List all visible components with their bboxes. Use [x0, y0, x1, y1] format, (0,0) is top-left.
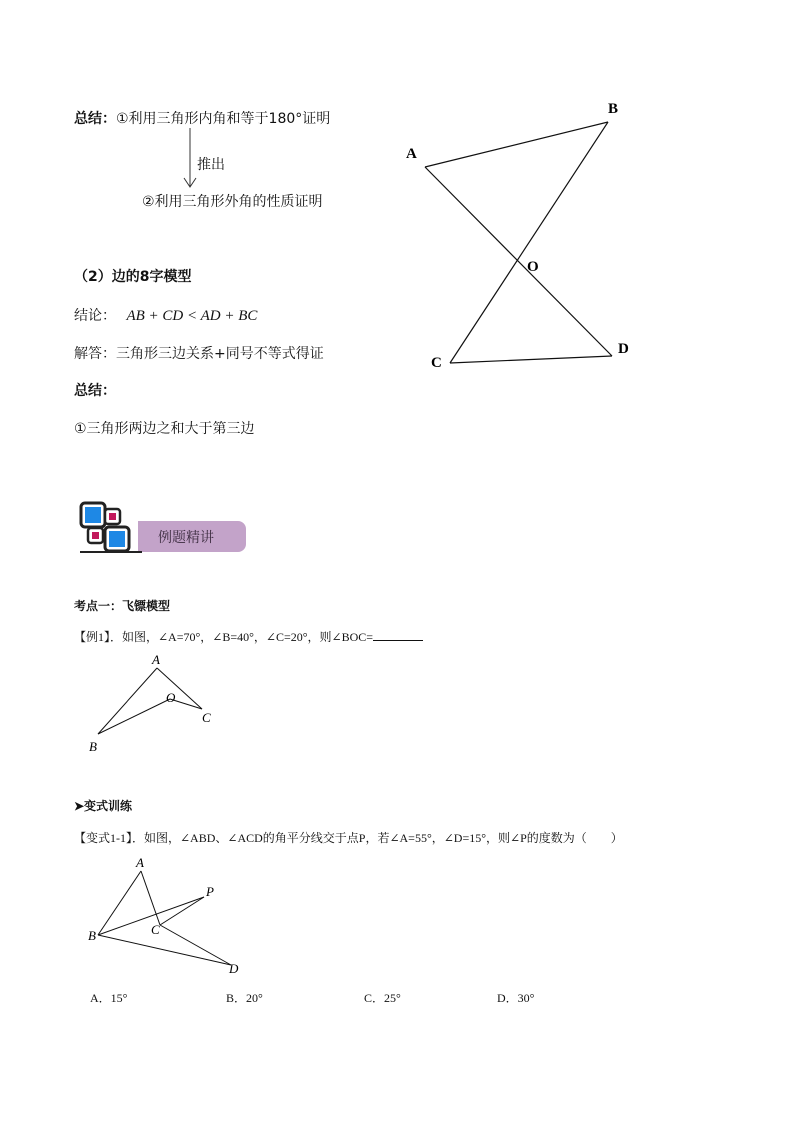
banner-title: 例题精讲: [158, 530, 214, 546]
conclusion-label: 结论：: [74, 308, 116, 324]
conclusion-formula: AB + CD < AD + BC: [126, 308, 258, 324]
topic-heading: 考点一：飞镖模型: [74, 599, 171, 613]
variant-question: 【变式1-1】．如图，∠ABD、∠ACD的角平分线交于点P，若∠A=55°，∠D=15°，则∠P的度数为（ ）: [74, 831, 623, 845]
summary-item-1: ①利用三角形内角和等于180°证明: [116, 111, 331, 127]
label-B: B: [608, 101, 619, 117]
label-A: A: [152, 652, 160, 667]
label-B: B: [89, 739, 97, 754]
variant-heading: ➤变式训练: [74, 799, 133, 813]
label-P: P: [206, 884, 214, 899]
answer-blank: [373, 628, 423, 641]
figure-8-diagram: [400, 95, 640, 380]
label-C: C: [431, 355, 442, 371]
option-a[interactable]: A．15°: [90, 991, 128, 1005]
summary-2-item: ①三角形两边之和大于第三边: [74, 421, 255, 437]
example-1: [74, 628, 423, 645]
option-c[interactable]: C．25°: [364, 991, 401, 1005]
answer-line: 解答：三角形三边关系+同号不等式得证: [74, 346, 324, 362]
summary-label: 总结：: [74, 111, 116, 127]
label-A: A: [406, 146, 417, 162]
option-d[interactable]: D．30°: [497, 991, 535, 1005]
summary-item-2: ②利用三角形外角的性质证明: [142, 194, 323, 210]
label-C: C: [151, 922, 160, 937]
arrow-label: 推出: [197, 157, 225, 173]
option-b[interactable]: B．20°: [226, 991, 263, 1005]
label-B: B: [88, 928, 96, 943]
section-heading: （2）边的8字模型: [74, 269, 192, 285]
summary-2-label: 总结：: [74, 383, 116, 399]
label-C: C: [202, 710, 211, 725]
angle-bisector-diagram: [86, 852, 246, 978]
label-D: D: [618, 341, 629, 357]
label-O: O: [527, 259, 539, 275]
label-D: D: [229, 961, 239, 976]
blocks-icon: [78, 500, 144, 560]
conclusion-line: [74, 305, 257, 325]
example-1-text: 【例1】．如图，∠A=70°，∠B=40°，∠C=20°，则∠BOC=: [74, 630, 374, 644]
dart-diagram: [84, 648, 224, 756]
section-banner: [138, 521, 246, 552]
summary-line-1: [74, 108, 330, 128]
label-O: O: [166, 690, 176, 705]
label-A: A: [136, 855, 144, 870]
